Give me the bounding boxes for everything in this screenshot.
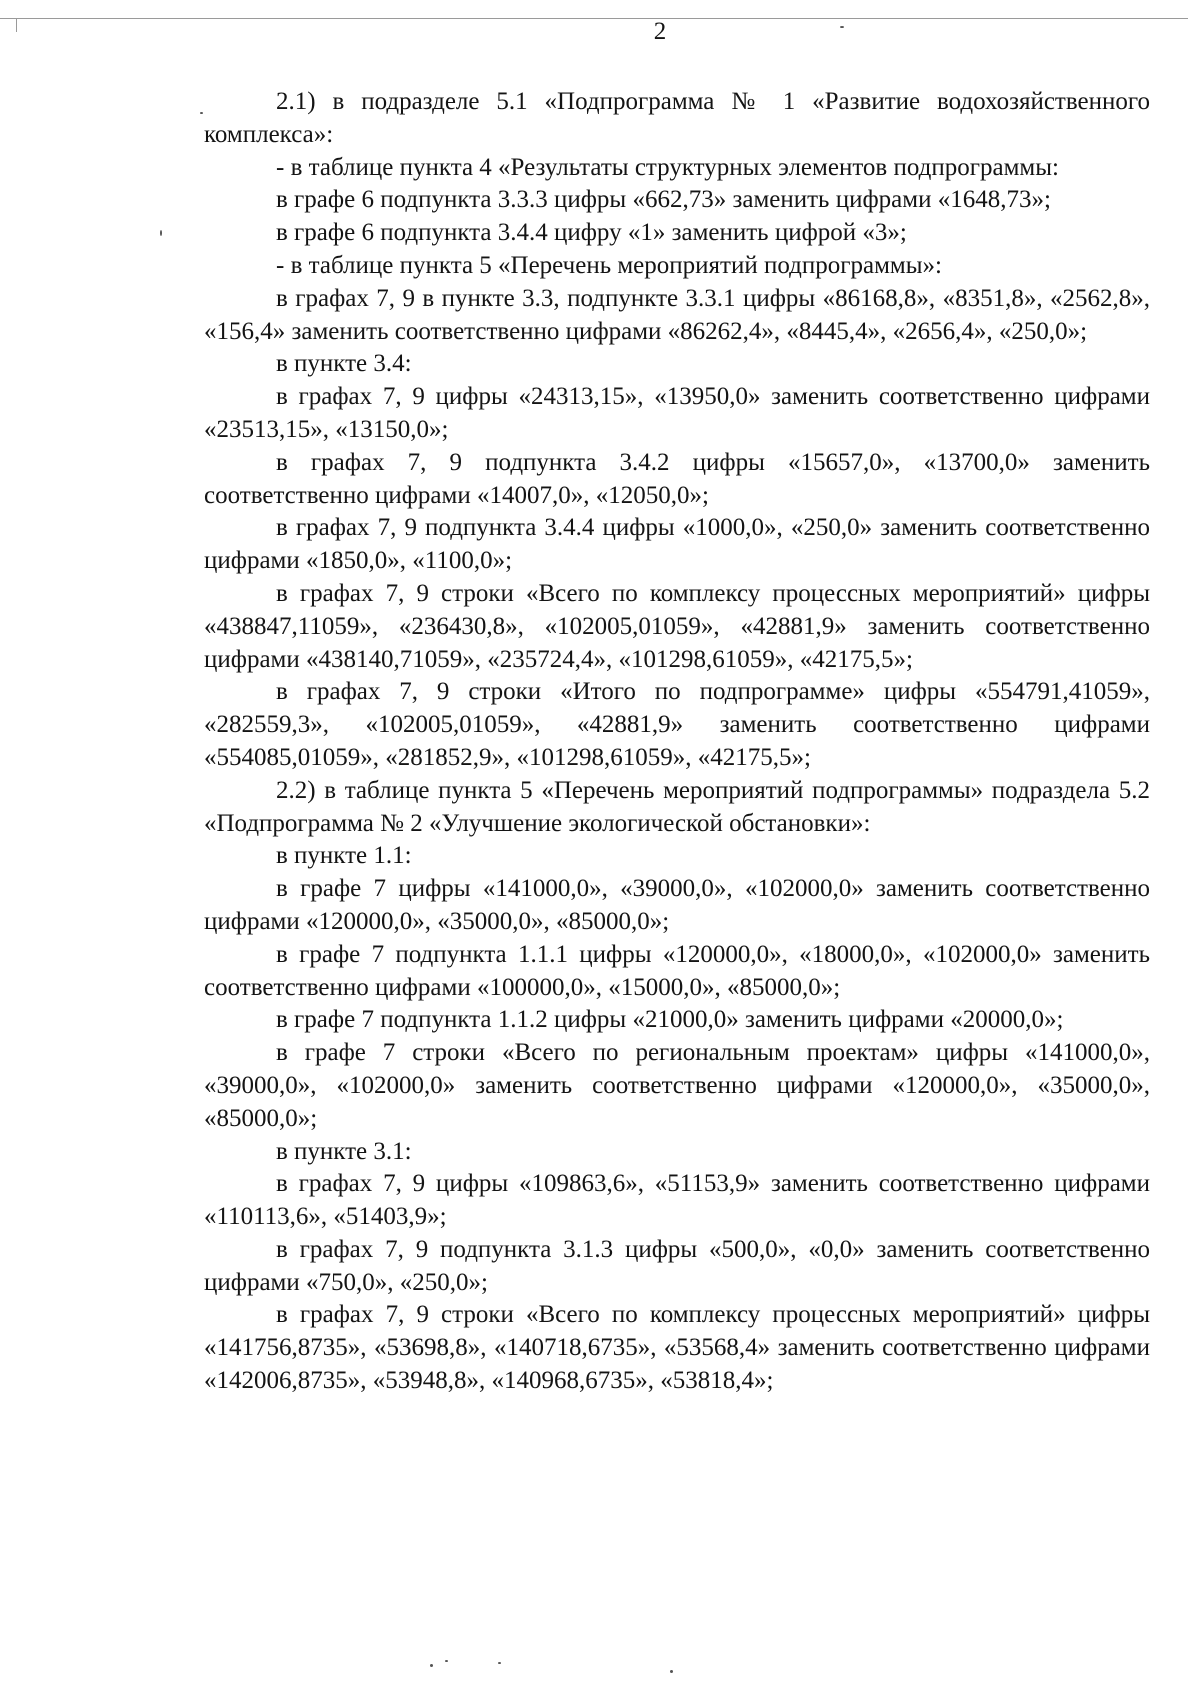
paragraph: в графе 7 подпункта 1.1.1 цифры «120000,0», «18000,0», «102000,0» заменить соответственно цифрами «100000,0», «15000,0», «85000,0»; <box>204 940 1150 1001</box>
paragraph: в графе 7 подпункта 1.1.2 цифры «21000,0» заменить цифрами «20000,0»; <box>276 1006 1064 1034</box>
paragraph: в графе 6 подпункта 3.3.3 цифры «662,73» заменить цифрами «1648,73»; <box>276 186 1051 214</box>
paragraph: в графах 7, 9 подпункта 3.4.2 цифры «15657,0», «13700,0» заменить соответственно цифрами «14007,0», «12050,0»; <box>204 448 1150 509</box>
page-number: 2 <box>653 18 667 45</box>
paragraph: в графах 7, 9 цифры «109863,6», «51153,9» заменить соответственно цифрами «110113,6», «51403,9»; <box>204 1170 1150 1231</box>
paragraph: - в таблице пункта 5 «Перечень мероприятий подпрограммы»: <box>276 251 942 279</box>
paragraph: в графах 7, 9 строки «Всего по комплексу процессных мероприятий» цифры «141756,8735», «53698,8», «140718,6735», «53568,4» заменить соответственно цифрами «142006,8735», «53948,8», «140968,6735», «53818,4»; <box>204 1301 1150 1395</box>
scan-speck <box>445 1660 448 1662</box>
paragraph: в графе 6 подпункта 3.4.4 цифру «1» заменить цифрой «3»; <box>276 219 907 247</box>
paragraph: в графах 7, 9 в пункте 3.3, подпункте 3.3.1 цифры «86168,8», «8351,8», «2562,8», «156,4» заменить соответственно цифрами «86262,4», «8445,4», «2656,4», «250,0»; <box>204 284 1150 345</box>
paragraph: в графах 7, 9 цифры «24313,15», «13950,0» заменить соответственно цифрами «23513,15», «13150,0»; <box>204 383 1150 443</box>
paragraph: в графах 7, 9 строки «Итого по подпрограмме» цифры «554791,41059», «282559,3», «102005,01059», «42881,9» заменить соответственно цифрами «554085,01059», «281852,9», «101298,61059», «42175,5»; <box>204 678 1150 771</box>
paragraph: в графах 7, 9 строки «Всего по комплексу процессных мероприятий» цифры «438847,11059», «236430,8», «102005,01059», «42881,9» заменить соответственно цифрами «438140,71059», «235724,4», «101298,61059», «42175,5»; <box>204 579 1150 673</box>
paragraph: 2.2) в таблице пункта 5 «Перечень мероприятий подпрограммы» подраздела 5.2 «Подпрограмма № 2 «Улучшение экологической обстановки»: <box>204 776 1150 837</box>
paragraph: в графе 7 цифры «141000,0», «39000,0», «102000,0» заменить соответственно цифрами «120000,0», «35000,0», «85000,0»; <box>204 875 1150 935</box>
paragraph: 2.1) в подразделе 5.1 «Подпрограмма № 1 «Развитие водохозяйственного комплекса»: <box>204 88 1150 148</box>
scan-speck <box>840 26 844 28</box>
paragraph: в графах 7, 9 подпункта 3.1.3 цифры «500,0», «0,0» заменить соответственно цифрами «750,0», «250,0»; <box>204 1235 1150 1296</box>
paragraph: в графе 7 строки «Всего по региональным проектам» цифры «141000,0», «39000,0», «102000,0» заменить соответственно цифрами «120000,0», «35000,0», «85000,0»; <box>204 1039 1150 1132</box>
paragraph: - в таблице пункта 4 «Результаты структурных элементов подпрограммы: <box>276 153 1059 181</box>
document-body <box>204 86 1150 1398</box>
scan-speck <box>160 230 162 236</box>
scan-speck <box>200 112 203 114</box>
paragraph: в пункте 3.4: <box>276 350 412 378</box>
paragraph: в графах 7, 9 подпункта 3.4.4 цифры «1000,0», «250,0» заменить соответственно цифрами «1850,0», «1100,0»; <box>204 514 1150 575</box>
paragraph: в пункте 1.1: <box>276 842 412 870</box>
paragraph: в пункте 3.1: <box>276 1137 412 1165</box>
scan-speck <box>670 1670 673 1673</box>
scan-speck <box>430 1664 433 1667</box>
scan-speck <box>498 1662 501 1664</box>
